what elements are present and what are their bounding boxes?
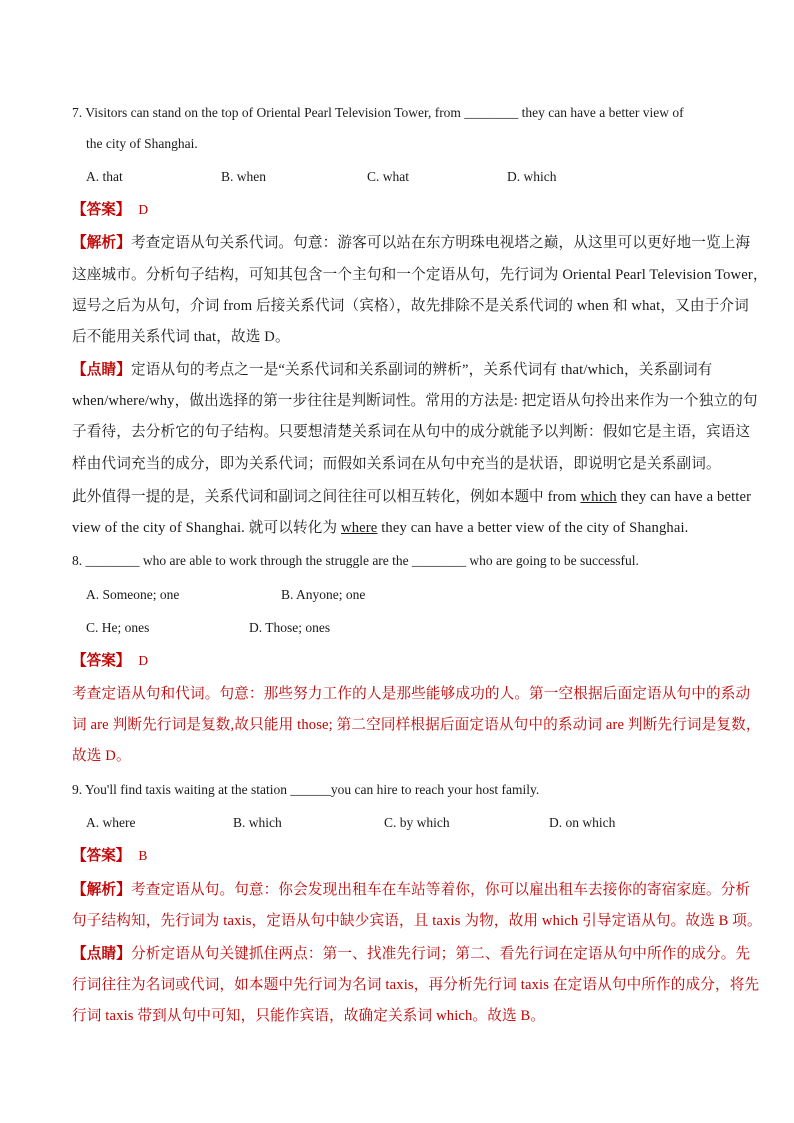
q7-option-b: B. when	[221, 169, 266, 184]
q7-tip-line-4: 样由代词充当的成分，即为关系代词；而假如关系词在从句中充当的是状语，即说明它是关系副词。	[72, 456, 721, 472]
tip-tag: 【点睛】	[72, 946, 131, 962]
tip-tag: 【点睛】	[72, 362, 131, 378]
extra-text: 此外值得一提的是，关系代词和副词之间往往可以相互转化，例如本题中 from	[72, 489, 581, 505]
q7-tip-line-2: when/where/why，做出选择的第一步往往是判断词性。常用的方法是: 把定语从句拎出来作为一个独立的句	[72, 393, 758, 409]
q9-stem: 9. You'll find taxis waiting at the station ______you can hire to reach your host family.	[72, 782, 540, 797]
q8-option-c: C. He; ones	[86, 620, 150, 635]
q8-option-d: D. Those; ones	[249, 620, 331, 635]
q9-option-c: C. by which	[384, 815, 450, 830]
q8-analysis-line-1: 考查定语从句和代词。句意：那些努力工作的人是那些能够成功的人。第一空根据后面定语从句中的系动	[72, 686, 751, 702]
extra-text: they can have a better	[616, 489, 752, 505]
q9-analysis-line-1	[72, 881, 751, 899]
answer-tag: 【答案】	[72, 202, 131, 218]
answer-value: D	[138, 202, 149, 217]
q8-option-b: B. Anyone; one	[281, 587, 366, 602]
analysis-text: 考查定语从句关系代词。句意：游客可以站在东方明珠电视塔之巅，从这里可以更好地一览上海	[130, 235, 751, 251]
q7-analysis-line-3: 逗号之后为从句，介词 from 后接关系代词（宾格），故先排除不是关系代词的 when 和 what，又由于介词	[72, 298, 749, 314]
q7-answer-row	[72, 201, 724, 219]
q7-option-d: D. which	[507, 169, 557, 184]
q8-option-a: A. Someone; one	[86, 587, 180, 602]
q9-analysis-line-2: 句子结构知，先行词为 taxis，定语从句中缺少宾语，且 taxis 为物，故用 which 引导定语从句。故选 B 项。	[72, 913, 762, 929]
extra-text: view of the city of Shanghai. 就可以转化为	[72, 520, 342, 536]
tip-text: 分析定语从句关键抓住两点：第一、找准先行词；第二、看先行词在定语从句中所作的成分。先	[130, 946, 751, 962]
q7-extra-line-1	[72, 488, 752, 506]
q7-stem-line-2: the city of Shanghai.	[86, 136, 198, 151]
extra-text: they can have a better view of the city of Shanghai.	[377, 520, 689, 536]
q9-tip-line-2: 行词往往为名词或代词，如本题中先行词为名词 taxis，再分析先行词 taxis 在定语从句中所作的成分，将先	[72, 977, 760, 993]
q9-option-d: D. on which	[549, 815, 616, 830]
q7-analysis-line-4: 后不能用关系代词 that，故选 D。	[72, 329, 290, 345]
q9-option-b: B. which	[233, 815, 282, 830]
answer-value: D	[138, 653, 149, 668]
q9-tip-line-1	[72, 945, 751, 963]
q7-option-c: C. what	[367, 169, 409, 184]
q9-answer-row	[72, 847, 724, 865]
q7-stem-line-1: 7. Visitors can stand on the top of Oriental Pearl Television Tower, from ________ they can have a better view of	[72, 105, 684, 120]
q7-option-a: A. that	[86, 169, 123, 184]
tip-text: 定语从句的考点之一是“关系代词和关系副词的辨析”，关系代词有 that/which，关系副词有	[130, 362, 713, 378]
analysis-tag: 【解析】	[72, 882, 131, 898]
q9-tip-line-3: 行词 taxis 带到从句中可知，只能作宾语，故确定关系词 which。故选 B。	[72, 1008, 546, 1024]
q8-stem: 8. ________ who are able to work through the struggle are the ________ who are going to be successful.	[72, 553, 639, 568]
q7-tip-line-3: 子看待，去分析它的句子结构。只要想清楚关系词在从句中的成分就能予以判断：假如它是主语，宾语这	[72, 424, 751, 440]
q7-extra-line-2	[72, 519, 724, 537]
analysis-tag: 【解析】	[72, 235, 131, 251]
q8-answer-row	[72, 652, 724, 670]
answer-value: B	[138, 848, 148, 863]
q8-analysis-line-2: 词 are 判断先行词是复数,故只能用 those; 第二空同样根据后面定语从句中的系动词 are 判断先行词是复数，	[72, 717, 761, 733]
underlined-where: where	[341, 520, 378, 536]
q7-analysis-line-1	[72, 234, 751, 252]
q7-analysis-line-2: 这座城市。分析句子结构，可知其包含一个主句和一个定语从句，先行词为 Oriental Pearl Television Tower，	[72, 267, 768, 283]
underlined-which: which	[580, 489, 617, 505]
q7-tip-line-1	[72, 361, 724, 379]
q8-analysis-line-3: 故选 D。	[72, 748, 131, 764]
q9-option-a: A. where	[86, 815, 136, 830]
answer-tag: 【答案】	[72, 848, 131, 864]
analysis-text: 考查定语从句。句意：你会发现出租车在车站等着你，你可以雇出租车去接你的寄宿家庭。分析	[130, 882, 751, 898]
answer-tag: 【答案】	[72, 653, 131, 669]
